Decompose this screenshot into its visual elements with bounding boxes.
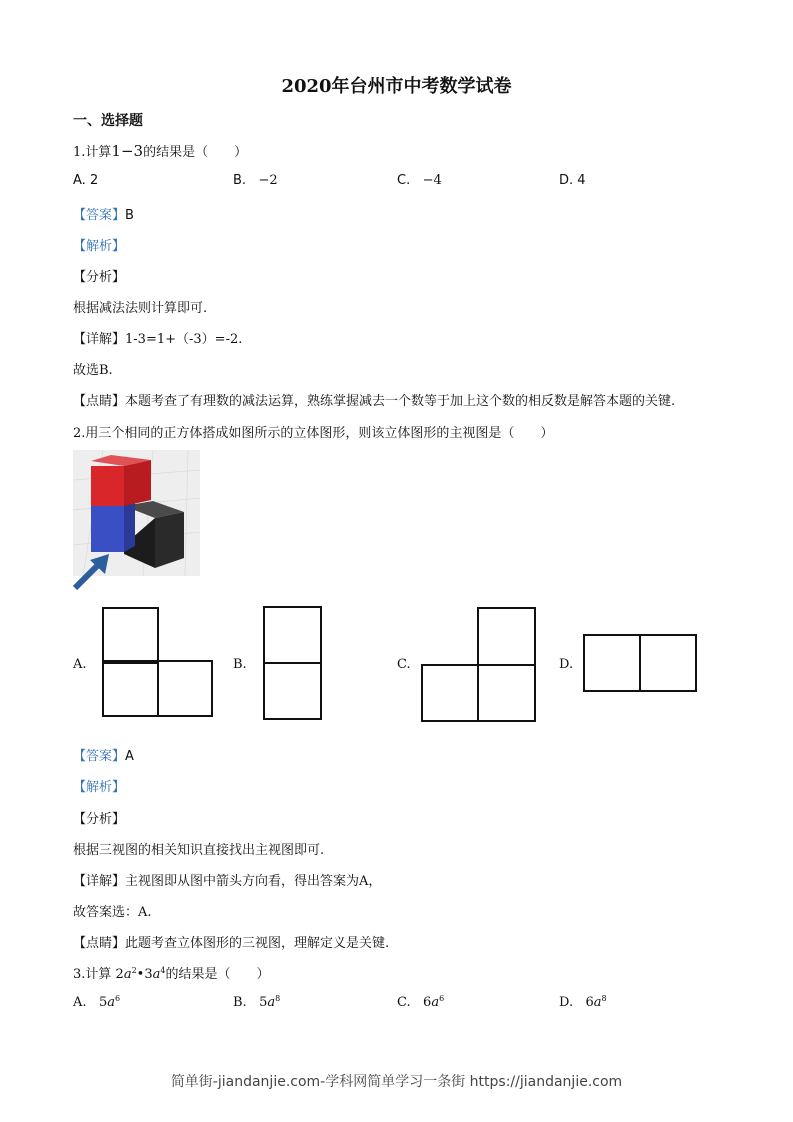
q2-fenxi-text: 根据三视图的相关知识直接找出主视图即可. <box>73 843 325 858</box>
q3-option-c: C. $6a^6$ <box>397 994 445 1010</box>
q3-option-b: B. $5a^8$ <box>233 994 281 1010</box>
q2-option-b-figure <box>261 604 325 722</box>
option-a-bottom-left-square <box>103 661 158 716</box>
red-cube-front <box>91 466 124 506</box>
q2-conclusion: 故答案选：A. <box>73 905 152 920</box>
q1-dianjing: 【点睛】本题考查了有理数的减法运算，熟练掌握减去一个数等于加上这个数的相反数是解答本题的关键. <box>73 394 676 409</box>
q2-option-d-figure <box>581 632 699 694</box>
q2-detail: 【详解】主视图即从图中箭头方向看，得出答案为A， <box>73 874 382 889</box>
q1-stem-math: 1−3 <box>111 142 144 160</box>
q3-stem: 3.计算 $2a^2•3a^4$的结果是（ ） <box>73 966 270 982</box>
q2-dianjing: 【点睛】此题考查立体图形的三视图，理解定义是关键. <box>73 936 390 951</box>
q1-option-b: B. −2 <box>233 173 278 188</box>
q2-stem: 2.用三个相同的正方体搭成如图所示的立体图形，则该立体图形的主视图是（ ） <box>73 426 554 441</box>
option-a-top-square <box>103 608 158 663</box>
section-heading: 一、选择题 <box>73 113 143 129</box>
q2-answer: 【答案】A <box>73 749 134 764</box>
q2-option-d-label: D. <box>559 657 574 672</box>
q2-option-c-figure <box>419 605 539 725</box>
q2-option-a-figure <box>100 605 215 719</box>
option-a-bottom-right-square <box>158 661 212 716</box>
option-c-top-square <box>478 608 535 665</box>
blue-cube-front <box>91 504 124 552</box>
q1-stem <box>73 141 247 160</box>
q1-option-d: D. 4 <box>559 173 586 188</box>
q1-stem-pre: 1.计算 <box>73 145 112 160</box>
blue-cube-side <box>124 498 135 552</box>
option-b-top-square <box>264 607 321 663</box>
q1-detail: 【详解】1-3=1+（-3）=-2. <box>73 332 243 347</box>
q3-option-d: D. $6a^8$ <box>559 994 607 1010</box>
cube-figure <box>73 450 200 590</box>
page-footer: 简单街-jiandanjie.com-学科网简单学习一条街 https://jiandanjie.com <box>170 1074 623 1090</box>
q2-option-b-label: B. <box>233 657 247 672</box>
q1-stem-post: 的结果是（ ） <box>143 145 248 160</box>
q2-option-a-label: A. <box>73 657 87 672</box>
q2-analysis-label: 【解析】 <box>73 780 126 795</box>
q1-fenxi-text: 根据减法法则计算即可. <box>73 301 208 316</box>
q1-analysis-label: 【解析】 <box>73 239 126 254</box>
q1-option-a: A. 2 <box>73 173 99 188</box>
q2-fenxi-label: 【分析】 <box>73 812 126 827</box>
option-c-bottom-right-square <box>478 665 535 721</box>
q1-option-c: C. −4 <box>397 173 442 188</box>
q1-conclusion: 故选B. <box>73 363 113 378</box>
option-c-bottom-left-square <box>422 665 478 721</box>
q1-fenxi-label: 【分析】 <box>73 270 126 285</box>
option-d-right-square <box>640 635 696 691</box>
page-title: 2020年台州市中考数学试卷 <box>281 76 512 97</box>
q1-answer: 【答案】B <box>73 208 134 223</box>
q3-option-a: A. $5a^6$ <box>73 994 121 1010</box>
option-d-left-square <box>584 635 640 691</box>
red-cube-side <box>124 460 151 506</box>
option-b-bottom-square <box>264 663 321 719</box>
q2-option-c-label: C. <box>397 657 411 672</box>
